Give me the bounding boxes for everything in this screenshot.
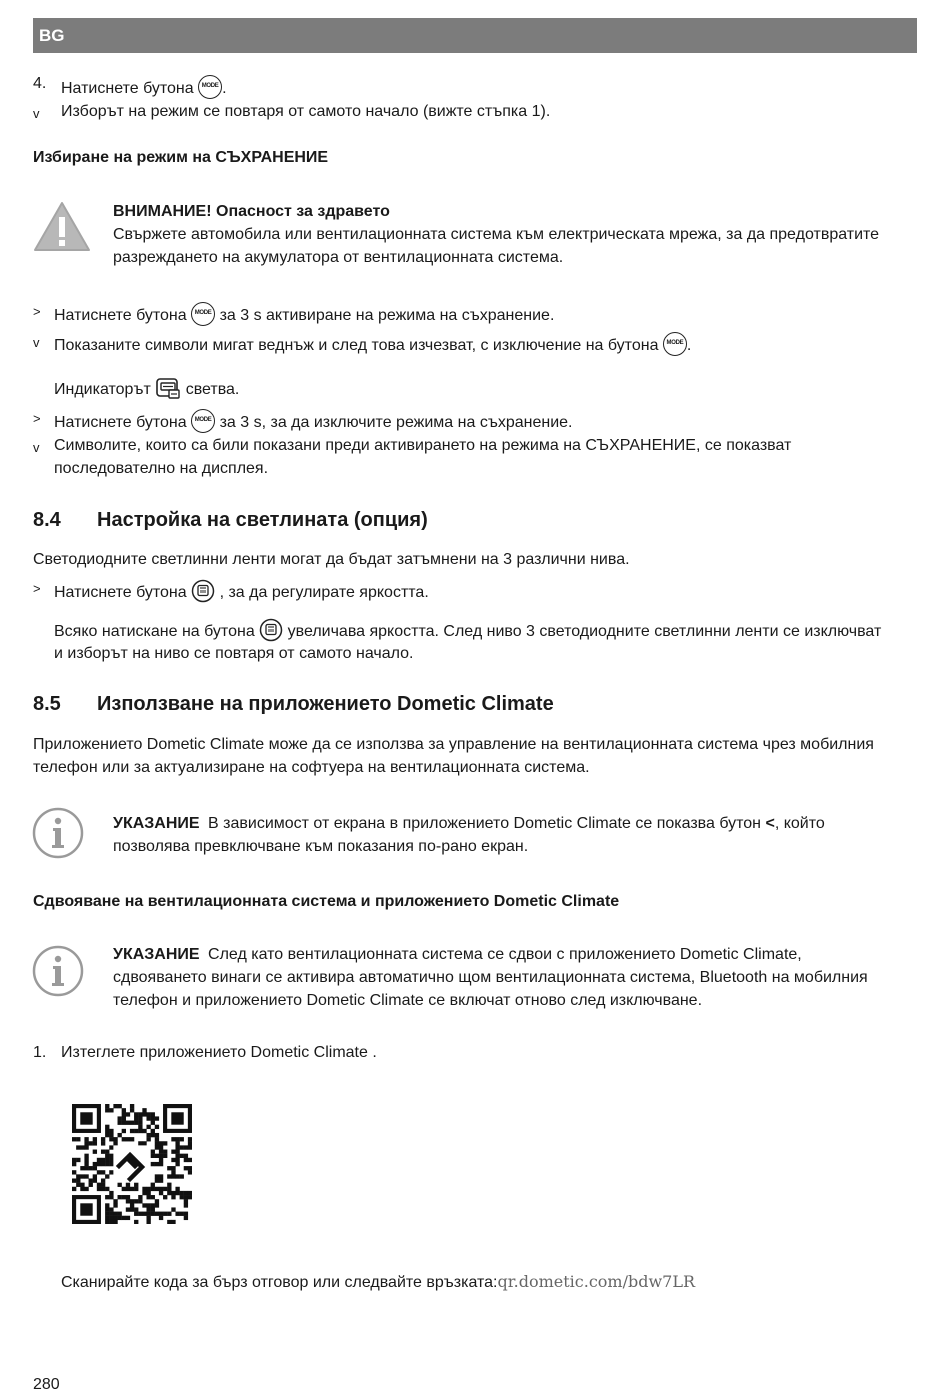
warning-triangle-icon (32, 200, 92, 259)
pairing-heading: Сдвояване на вентилационната система и приложението Dometic Climate (33, 893, 620, 910)
mode-button-icon: MODE (191, 302, 215, 326)
light-step (54, 581, 429, 605)
save-step-1-text: Натиснете бутона (54, 307, 187, 325)
section-title: Използване на приложението Dometic Climate (97, 693, 554, 715)
section-8-4-intro: Светодиодните светлинни ленти могат да бъдат затъмнени на 3 различни нива. (33, 551, 630, 568)
note-1-line-1 (113, 812, 825, 835)
download-step: Изтеглете приложението Dometic Climate . (61, 1044, 377, 1061)
mode-button-icon: MODE (198, 75, 222, 99)
step-number: 1. (33, 1044, 47, 1061)
note-2-line-1 (113, 943, 802, 966)
note-2-line-3: телефон и приложението Dometic Climate се включат отново след изключване. (113, 992, 703, 1009)
light-button-icon (191, 584, 219, 601)
result-marker-icon: v (33, 440, 40, 455)
indicator-text: Индикаторът (54, 381, 151, 399)
light-step-text: Натиснете бутона (54, 584, 187, 602)
warning-title: ВНИМАНИЕ! Опасност за здравето (113, 203, 390, 220)
mode-button-icon: MODE (191, 409, 215, 433)
light-step-text-after: , за да регулирате яркостта. (219, 584, 429, 602)
note-label: УКАЗАНИЕ (113, 946, 200, 963)
light-info-line-1 (54, 620, 881, 644)
indicator-line (54, 378, 239, 402)
qr-link[interactable]: qr.dometic.com/bdw7LR (497, 1272, 696, 1291)
result-marker-icon: v (33, 335, 40, 350)
storage-indicator-icon (155, 381, 185, 398)
action-marker-icon: > (33, 304, 41, 319)
section-8-5-heading (33, 693, 554, 716)
save-step-1-text-after: за 3 s активиране на режима на съхранение. (219, 307, 555, 325)
warning-text-line-1: Свържете автомобила или вентилационната система към електрическата мрежа, за да предотвратите (113, 226, 880, 243)
step-4-period: . (222, 80, 227, 98)
note-1-text: В зависимост от екрана в приложението Dometic Climate се показва бутон (208, 815, 766, 832)
save-step-2-text-after: за 3 s, за да изключите режима на съхранение. (219, 414, 573, 432)
step-4-instruction (61, 77, 227, 101)
save-step-2-text: Натиснете бутона (54, 414, 187, 432)
action-marker-icon: > (33, 581, 41, 596)
action-marker-icon: > (33, 411, 41, 426)
page-number: 280 (33, 1376, 60, 1393)
info-icon (32, 807, 84, 864)
save-result-2-line-2: последователно на дисплея. (54, 460, 269, 477)
light-info-line-2: и изборът на ниво се повтаря от самото начало. (54, 645, 414, 662)
save-result-1-text: Показаните символи мигат веднъж и след това изчезват, с изключение на бутона (54, 337, 659, 355)
warning-text-line-2: разреждането на акумулатора от вентилационната система. (113, 249, 564, 266)
qr-caption (61, 1270, 695, 1294)
note-1-line-2: позволява превключване към показания по-рано екран. (113, 838, 529, 855)
step-4-result: Изборът на режим се повтаря от самото начало (вижте стъпка 1). (61, 103, 551, 120)
light-info-text-after: увеличава яркостта. След ниво 3 светодиодните светлинни ленти се изключват (287, 623, 882, 641)
step-4-text: Натиснете бутона (61, 80, 194, 98)
save-mode-heading: Избиране на режим на СЪХРАНЕНИЕ (33, 149, 329, 166)
section-8-5-intro-line-2: телефон или за актуализиране на софтуера на вентилационната система. (33, 759, 590, 776)
section-8-4-heading (33, 509, 428, 532)
section-title: Настройка на светлината (опция) (97, 509, 428, 531)
save-result-1 (54, 334, 691, 358)
note-2-line-2: сдвояването винаги се активира автоматично щом вентилационната система, Bluetooth на мобилния (113, 969, 868, 986)
note-2-text: След като вентилационната система се сдвои с приложението Dometic Climate, (208, 946, 802, 963)
save-step-2 (54, 411, 572, 435)
result-marker-icon: v (33, 106, 40, 121)
section-number: 8.4 (33, 509, 61, 531)
qr-code (72, 1104, 192, 1229)
save-result-1-period: . (686, 337, 692, 355)
save-step-1 (54, 304, 554, 328)
save-result-2-line-1: Символите, които са били показани преди активирането на режима на СЪХРАНЕНИЕ, се показват (54, 437, 792, 454)
note-label: УКАЗАНИЕ (113, 815, 200, 832)
step-number: 4. (33, 75, 47, 92)
language-code: BG (39, 26, 65, 45)
section-8-5-intro-line-1: Приложението Dometic Climate може да се използва за управление на вентилационната система чрез мобилния (33, 736, 874, 753)
section-number: 8.5 (33, 693, 61, 715)
note-1-text-after: , който (774, 815, 825, 832)
info-icon (32, 945, 84, 1002)
light-info-text: Всяко натискане на бутона (54, 623, 255, 641)
qr-caption-text: Сканирайте кода за бърз отговор или следвайте връзката: (61, 1274, 498, 1291)
light-button-icon (259, 623, 287, 640)
mode-button-icon: MODE (663, 332, 687, 356)
back-symbol: < (765, 815, 775, 832)
language-header-bar (33, 18, 917, 53)
indicator-text-after: светва. (185, 381, 240, 399)
